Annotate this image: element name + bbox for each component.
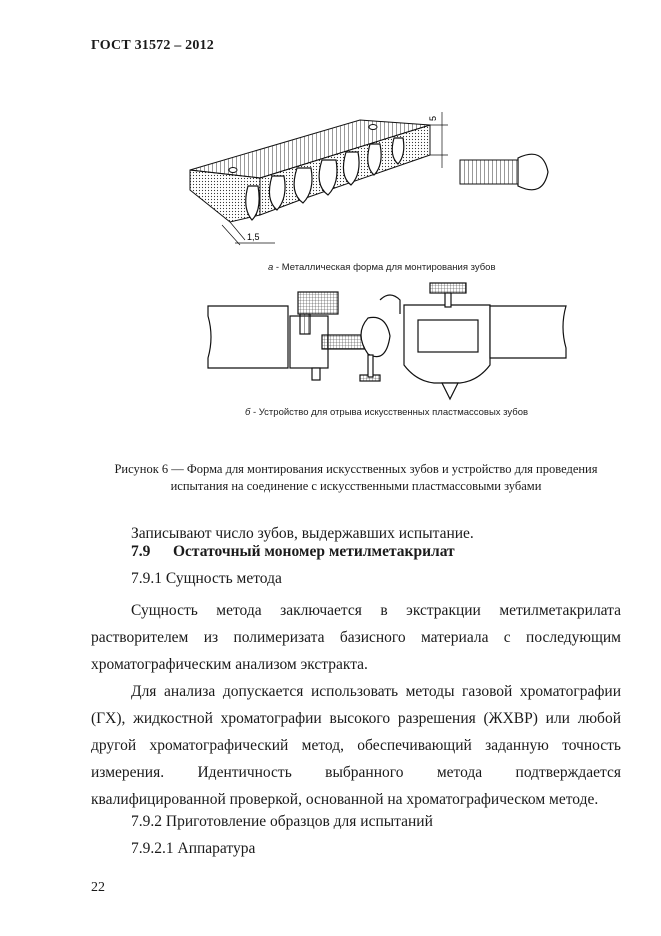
subsection-7-9-2: 7.9.2 Приготовление образцов для испытаний [131,813,433,830]
section-heading-7-9 [131,543,455,561]
section-number: 7.9 [131,543,151,560]
paragraph-analysis: Для анализа допускается использовать методы газовой хроматографии (ГХ), жидкостной хроматографии высокого разрешения (ЖХВР) или любой другой хроматографический метод, обеспечивающий заданную точность измерения. Идентичность выбранного метода подтверждается квалифицированной проверкой, основанной на хроматографическом методе. [91,683,621,808]
document-header: ГОСТ 31572 – 2012 [91,38,214,53]
figure-title [91,461,621,495]
subsection-7-9-1: 7.9.1 Сущность метода [131,570,282,587]
paragraph-essence: Сущность метода заключается в экстракции метилметакрилата растворителем из полимеризата базисного материала с последующим хроматографическим анализом экстракта. [91,602,621,673]
dimension-1-5-label: 1,5 [247,232,260,242]
page-number: 22 [91,880,105,895]
caption-a-letter: а [268,262,274,273]
figure-caption-a [268,262,496,273]
figure-title-line-1: Рисунок 6 — Форма для монтирования искусственных зубов и устройство для проведения [114,462,598,476]
figure-title-line-2: испытания на соединение с искусственными пластмассовыми зубами [170,479,542,493]
paragraph-record: Записывают число зубов, выдержавших испытание. [131,525,474,542]
caption-b-text: - Устройство для отрыва искусственных пластмассовых зубов [250,407,529,418]
caption-a-text: - Металлическая форма для монтирования зубов [273,262,496,273]
caption-b-letter: б [245,407,251,418]
figure-6-illustration [150,90,580,430]
metal-mould-drawing [190,112,448,245]
pull-off-device-drawing [208,283,566,399]
dimension-5-label: 5 [428,115,438,121]
section-title: Остаточный мономер метилметакрилат [173,543,455,560]
single-tooth-drawing [460,154,548,190]
figure-caption-b [245,407,528,418]
subsection-7-9-2-1: 7.9.2.1 Аппаратура [131,840,256,857]
